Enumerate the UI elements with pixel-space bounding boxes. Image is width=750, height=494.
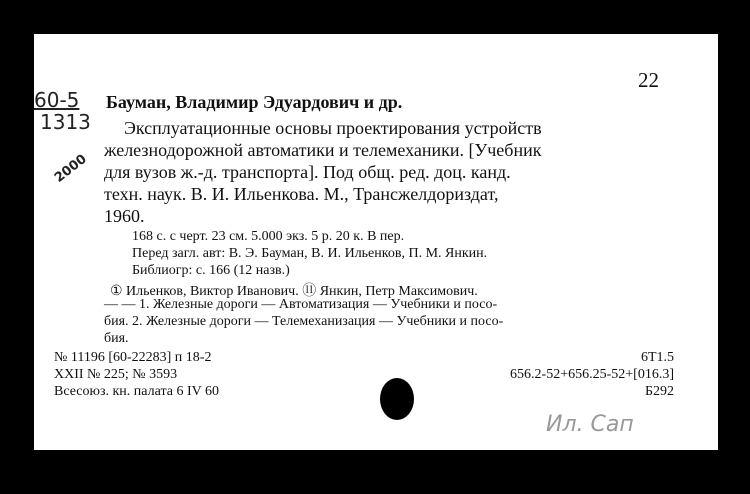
shelfmark-line-1: 60-5 xyxy=(34,88,80,112)
catalog-card xyxy=(34,34,718,450)
title-line-1: Эксплуатационные основы проектирования устройств xyxy=(124,118,542,138)
handwritten-stamp: 2000 xyxy=(52,151,90,186)
author-heading: Бауман, Владимир Эдуардович и др. xyxy=(106,92,403,112)
handwritten-signature: Ил. Сап xyxy=(546,412,634,437)
tracings-line-4: бия. xyxy=(104,331,129,346)
footer-left-3: Всесоюз. кн. палата 6 IV 60 xyxy=(54,384,219,399)
binding-hole xyxy=(380,378,414,420)
tracings-line-2: — — 1. Железные дороги — Автоматизация — Учебники и посо- xyxy=(104,297,498,312)
title-line-5: 1960. xyxy=(104,206,145,226)
page-number: 22 xyxy=(638,68,659,92)
title-line-3: для вузов ж.-д. транспорта]. Под общ. ред. доц. канд. xyxy=(104,162,511,182)
footer-left-1: № 11196 [60-22283] п 18-2 xyxy=(54,350,212,365)
footer-right-1: 6Т1.5 xyxy=(640,350,674,365)
physical-line-2: Перед загл. авт: В. Э. Бауман, В. И. Ильенков, П. М. Янкин. xyxy=(132,246,488,261)
tracings-line-1: ① Ильенков, Виктор Иванович. ⑪ Янкин, Петр Максимович. xyxy=(110,284,478,299)
shelfmark-line-2: 1313 xyxy=(40,110,91,134)
footer-right-2: 656.2-52+656.25-52+[016.3] xyxy=(510,367,674,382)
title-line-2: железнодорожной автоматики и телемеханики. [Учебник xyxy=(104,140,542,160)
title-line-4: техн. наук. В. И. Ильенкова. М., Трансжелдориздат, xyxy=(104,184,499,204)
physical-line-3: Библиогр: с. 166 (12 назв.) xyxy=(132,263,290,278)
tracings-line-3: бия. 2. Железные дороги — Телемеханизация — Учебники и посо- xyxy=(104,314,504,329)
footer-right-3: Б292 xyxy=(644,384,674,399)
physical-line-1: 168 с. с черт. 23 см. 5.000 экз. 5 р. 20 к. В пер. xyxy=(132,229,405,244)
footer-left-2: XXII № 225; № 3593 xyxy=(54,367,178,382)
